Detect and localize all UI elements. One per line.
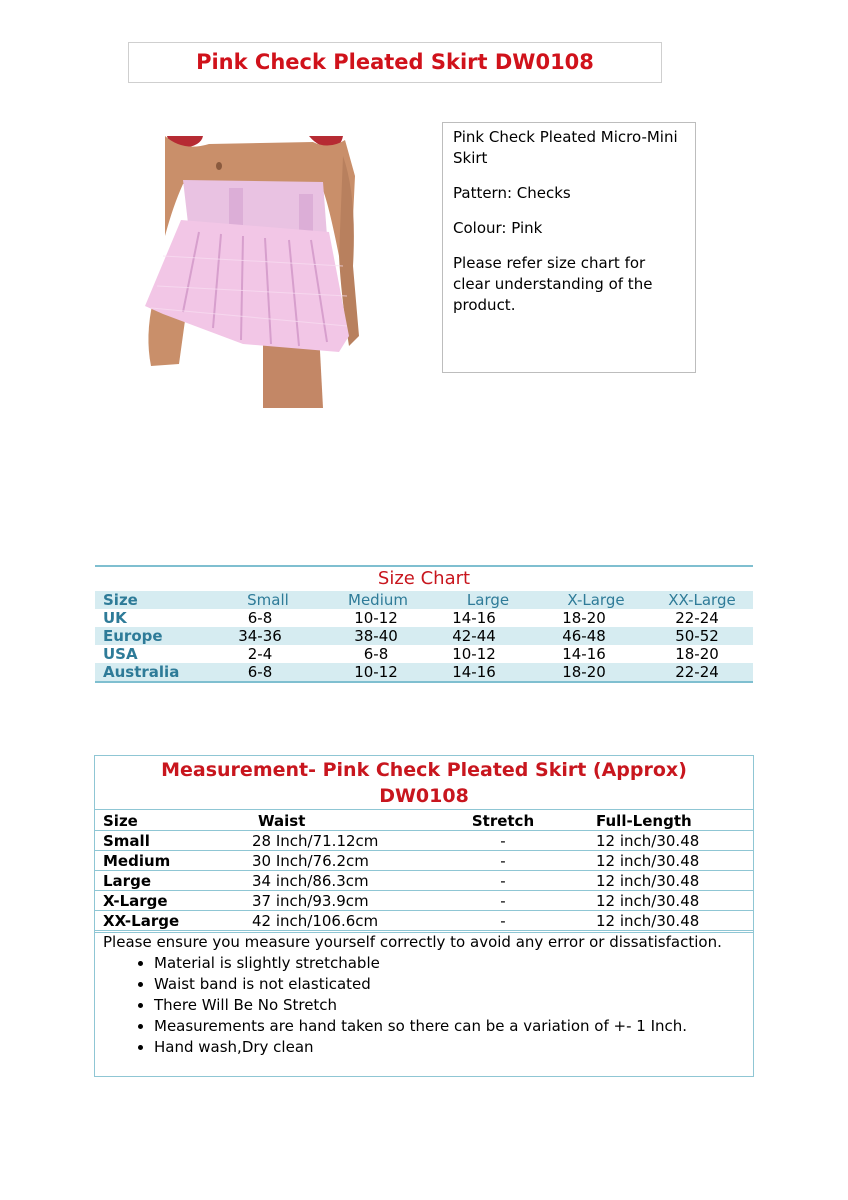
length-value: 12 inch/30.48 — [596, 892, 700, 910]
product-description — [442, 122, 696, 373]
measurement-header-row — [95, 811, 753, 831]
col-stretch-header: Stretch — [471, 812, 535, 830]
size-cell: 10-12 — [452, 645, 496, 663]
measurement-title-line: Measurement- Pink Check Pleated Skirt (Approx) — [161, 759, 687, 781]
size-name: Medium — [103, 852, 171, 870]
size-name: Large — [103, 872, 151, 890]
note-item: • Hand wash,Dry clean — [154, 1037, 745, 1058]
region-label: USA — [103, 645, 138, 663]
size-cell: 34-36 — [238, 627, 282, 645]
region-label: Australia — [103, 663, 180, 681]
size-cell: 18-20 — [562, 609, 606, 627]
waist-value: 28 Inch/71.12cm — [252, 832, 379, 850]
stretch-value: - — [500, 872, 506, 890]
size-name: Small — [103, 832, 150, 850]
note-item: • Measurements are hand taken so there can be a variation of +- 1 Inch. — [154, 1016, 745, 1037]
stretch-value: - — [500, 832, 506, 850]
note-item: • There Will Be No Stretch — [154, 995, 745, 1016]
measurement-notes — [103, 932, 745, 1058]
notes-intro: Please ensure you measure yourself correctly to avoid any error or dissatisfaction. — [103, 933, 722, 951]
measurement-row — [95, 831, 753, 851]
size-col-header: Small — [247, 591, 289, 609]
size-cell: 6-8 — [247, 663, 273, 681]
length-value: 12 inch/30.48 — [596, 852, 700, 870]
page-title: Pink Check Pleated Skirt DW0108 — [196, 50, 594, 74]
waist-value: 30 Inch/76.2cm — [252, 852, 369, 870]
colour-text: Colour: Pink — [453, 219, 543, 237]
size-chart-row — [95, 645, 753, 663]
size-chart-header-row — [95, 591, 753, 609]
col-length-header: Full-Length — [596, 812, 692, 830]
size-chart-title: Size Chart — [377, 568, 471, 589]
size-chart — [95, 565, 753, 683]
size-cell: 38-40 — [354, 627, 398, 645]
size-chart-row — [95, 627, 753, 645]
stretch-value: - — [500, 892, 506, 910]
measurement-title — [95, 756, 753, 809]
skirt-illustration — [143, 136, 361, 408]
region-label: UK — [103, 609, 127, 627]
size-note: Please refer size chart for clear understanding of the product. — [453, 254, 653, 314]
size-cell: 18-20 — [675, 645, 719, 663]
size-col-header: Medium — [348, 591, 408, 609]
col-size-header: Size — [103, 812, 138, 830]
size-cell: 6-8 — [247, 609, 273, 627]
measurement-row — [95, 891, 753, 911]
size-header: Size — [103, 591, 138, 609]
size-cell: 10-12 — [354, 609, 398, 627]
region-label: Europe — [103, 627, 163, 645]
measurement-row — [95, 911, 753, 931]
size-col-header: XX-Large — [668, 591, 736, 609]
stretch-value: - — [500, 852, 506, 870]
size-cell: 2-4 — [247, 645, 273, 663]
size-chart-row — [95, 663, 753, 683]
waist-value: 42 inch/106.6cm — [252, 912, 379, 930]
length-value: 12 inch/30.48 — [596, 832, 700, 850]
size-name: X-Large — [103, 892, 168, 910]
size-col-header: Large — [466, 591, 510, 609]
col-waist-header: Waist — [258, 812, 306, 830]
size-cell: 42-44 — [452, 627, 496, 645]
note-item: • Waist band is not elasticated — [154, 974, 745, 995]
waist-value: 34 inch/86.3cm — [252, 872, 369, 890]
pattern-text: Pattern: Checks — [453, 184, 571, 202]
size-cell: 6-8 — [363, 645, 389, 663]
measurement-row — [95, 851, 753, 871]
size-col-header: X-Large — [567, 591, 625, 609]
size-cell: 22-24 — [675, 609, 719, 627]
size-cell: 14-16 — [452, 609, 496, 627]
size-cell: 22-24 — [675, 663, 719, 681]
title-box — [128, 42, 662, 83]
notes-list — [103, 953, 745, 1058]
measurement-title-code: DW0108 — [379, 785, 469, 807]
waist-value: 37 inch/93.9cm — [252, 892, 369, 910]
measurement-row — [95, 871, 753, 891]
size-cell: 50-52 — [675, 627, 719, 645]
length-value: 12 inch/30.48 — [596, 912, 700, 930]
note-item: • Material is slightly stretchable — [154, 953, 745, 974]
size-cell: 46-48 — [562, 627, 606, 645]
length-value: 12 inch/30.48 — [596, 872, 700, 890]
product-image — [143, 136, 361, 408]
description-line: Pink Check Pleated Micro-Mini Skirt — [453, 128, 678, 167]
measurement-table — [94, 755, 754, 1077]
size-cell: 14-16 — [562, 645, 606, 663]
size-cell: 18-20 — [562, 663, 606, 681]
size-name: XX-Large — [103, 912, 180, 930]
stretch-value: - — [500, 912, 506, 930]
size-cell: 14-16 — [452, 663, 496, 681]
size-chart-row — [95, 609, 753, 627]
size-cell: 10-12 — [354, 663, 398, 681]
